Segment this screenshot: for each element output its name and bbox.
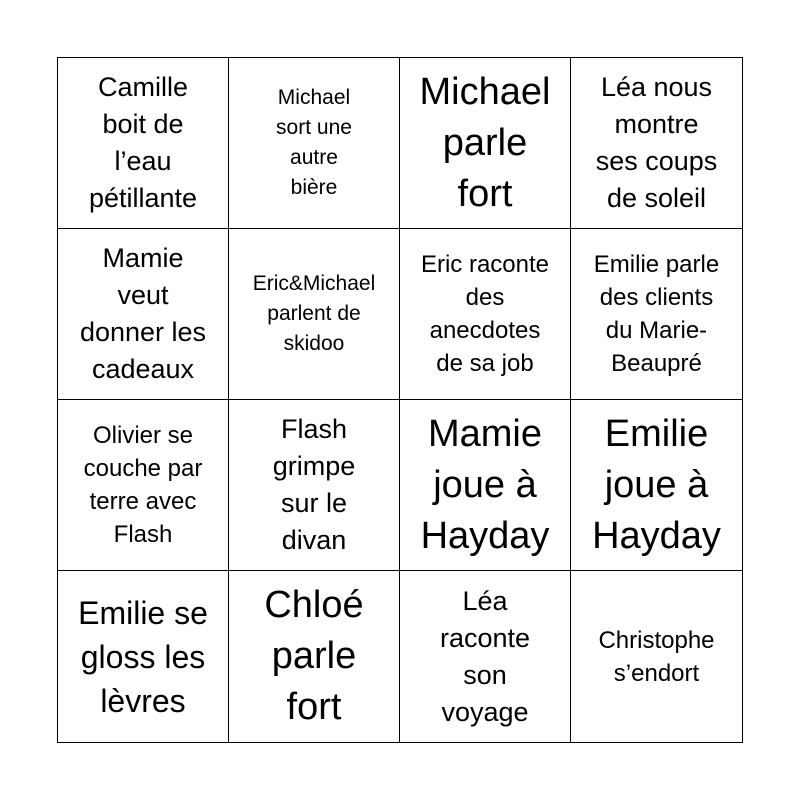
bingo-cell-4-1[interactable]	[58, 571, 229, 742]
bingo-cell-1-4[interactable]	[571, 58, 742, 229]
bingo-cell-2-4[interactable]	[571, 229, 742, 400]
cell-text: Emilie parle des clients du Marie- Beaupré	[593, 251, 720, 377]
bingo-cell-3-1[interactable]	[58, 400, 229, 571]
cell-text: Mamie veut donner les cadeaux	[79, 243, 207, 384]
bingo-board	[57, 57, 743, 743]
bingo-cell-1-1[interactable]	[58, 58, 229, 229]
bingo-cell-4-3[interactable]	[400, 571, 571, 742]
cell-text: Chloé parle fort	[264, 584, 364, 728]
cell-text: Léa nous montre ses coups de soleil	[595, 72, 718, 213]
cell-text: Michael parle fort	[419, 70, 551, 215]
bingo-cell-2-2[interactable]	[229, 229, 400, 400]
bingo-cell-2-3[interactable]	[400, 229, 571, 400]
cell-text: Michael sort une autre bière	[276, 86, 352, 199]
cell-text: Flash grimpe sur le divan	[272, 414, 356, 555]
bingo-cell-1-2[interactable]	[229, 58, 400, 229]
cell-text: Camille boit de l’eau pétillante	[88, 72, 198, 213]
cell-text: Olivier se couche par terre avec Flash	[83, 422, 203, 548]
bingo-cell-3-3[interactable]	[400, 400, 571, 571]
bingo-cell-3-4[interactable]	[571, 400, 742, 571]
bingo-cell-1-3[interactable]	[400, 58, 571, 229]
bingo-cell-3-2[interactable]	[229, 400, 400, 571]
bingo-cell-2-1[interactable]	[58, 229, 229, 400]
cell-text: Emilie se gloss les lèvres	[78, 594, 208, 719]
cell-text: Mamie joue à Hayday	[420, 412, 550, 557]
cell-text: Emilie joue à Hayday	[592, 412, 721, 557]
cell-text: Eric&Michael parlent de skidoo	[252, 272, 376, 355]
cell-text: Léa raconte son voyage	[439, 585, 531, 727]
bingo-cell-4-2[interactable]	[229, 571, 400, 742]
cell-text: Eric raconte des anecdotes de sa job	[420, 251, 550, 377]
bingo-cell-4-4[interactable]	[571, 571, 742, 742]
cell-text: Christophe s’endort	[598, 626, 715, 687]
